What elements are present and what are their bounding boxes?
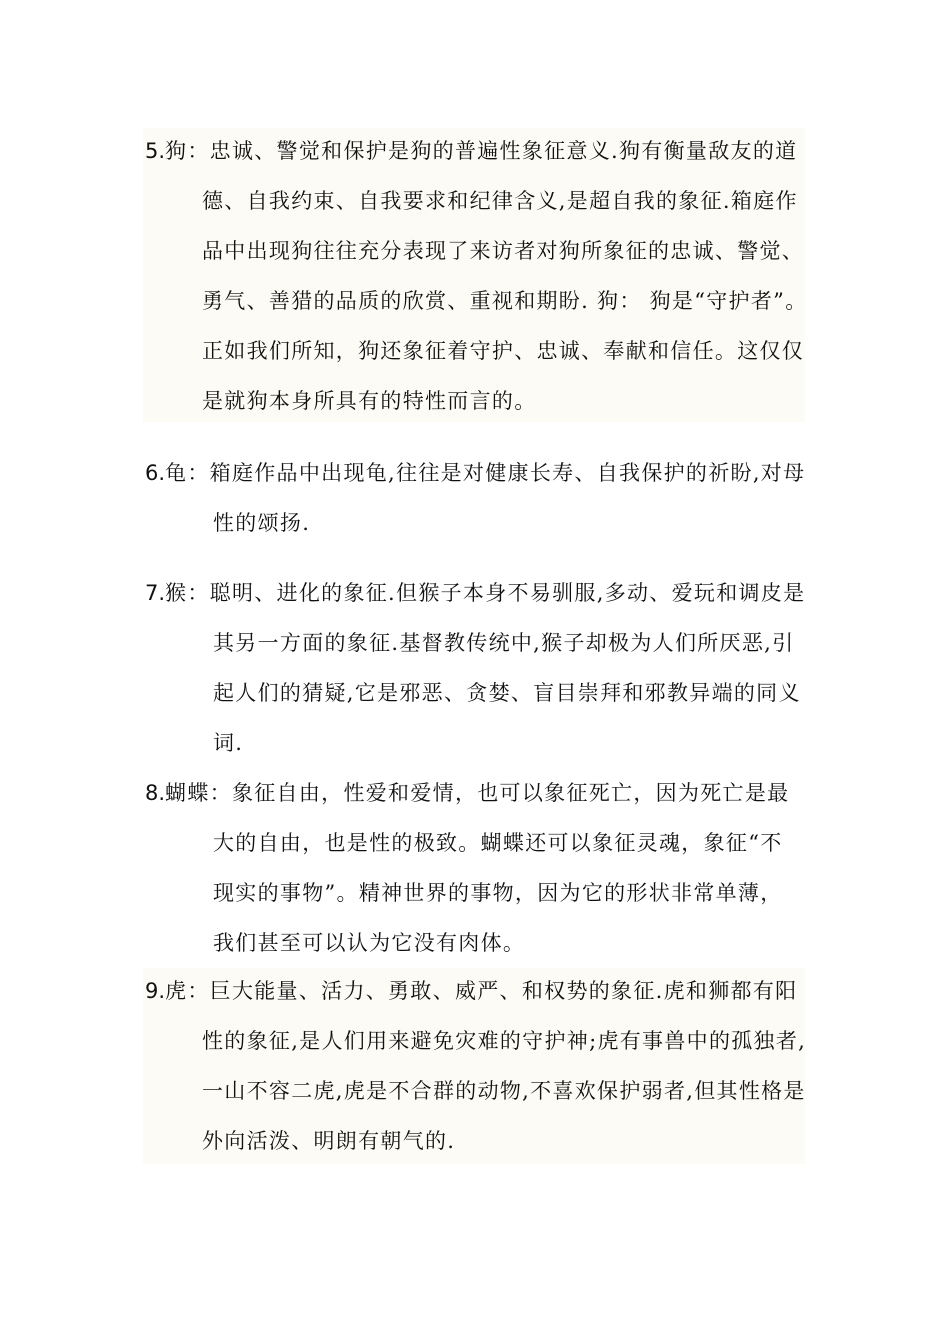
entry-5-line-2: 德、自我约束、自我要求和纪律含义,是超自我的象征.箱庭作 [202, 189, 798, 213]
entry-9-line-3: 一山不容二虎,虎是不合群的动物,不喜欢保护弱者,但其性格是 [202, 1079, 806, 1103]
entry-8-line-4: 我们甚至可以认为它没有肉体。 [213, 931, 526, 955]
entry-5-line-5: 正如我们所知，狗还象征着守护、忠诚、奉献和信任。这仅仅 [202, 339, 805, 363]
entry-5-line-3: 品中出现狗往往充分表现了来访者对狗所象征的忠诚、警觉、 [202, 239, 805, 263]
entry-8-line-3: 现实的事物”。精神世界的事物，因为它的形状非常单薄， [213, 881, 783, 905]
entry-8-line-2: 大的自由，也是性的极致。蝴蝶还可以象征灵魂，象征“不 [213, 831, 783, 855]
entry-7-line-4: 词. [213, 731, 244, 755]
entry-9-number: 9. [145, 979, 166, 1003]
entry-5-line-6: 是就狗本身所具有的特性而言的。 [202, 389, 537, 413]
entry-5-line-1 [145, 136, 797, 166]
entry-6-line-1 [145, 458, 805, 488]
entry-7-line-1 [145, 578, 805, 608]
entry-8-text-1: 蝴蝶：象征自由，性爱和爱情，也可以象征死亡，因为死亡是最 [165, 781, 790, 805]
entry-7-text-1: 猴：聪明、进化的象征.但猴子本身不易驯服,多动、爱玩和调皮是 [165, 581, 806, 605]
entry-6-text-1: 龟：箱庭作品中出现龟,往往是对健康长寿、自我保护的祈盼,对母 [165, 461, 806, 485]
entry-5-number: 5. [145, 139, 166, 163]
entry-8-line-1 [145, 778, 789, 808]
entry-8-number: 8. [145, 781, 166, 805]
entry-7-line-2: 其另一方面的象征.基督教传统中,猴子却极为人们所厌恶,引 [213, 631, 795, 655]
entry-9-line-1 [145, 976, 797, 1006]
entry-5-line-4: 勇气、善猎的品质的欣赏、重视和期盼. 狗： 狗是“守护者”。 [202, 289, 808, 313]
entry-6-line-2: 性的颂扬. [213, 511, 311, 535]
entry-7-line-3: 起人们的猜疑,它是邪恶、贪婪、盲目崇拜和邪教异端的同义 [213, 681, 801, 705]
entry-7-number: 7. [145, 581, 166, 605]
entry-9-line-4: 外向活泼、明朗有朝气的. [202, 1129, 456, 1153]
entry-9-line-2: 性的象征,是人们用来避免灾难的守护神;虎有事兽中的孤独者, [202, 1029, 807, 1053]
entry-9-text-1: 虎：巨大能量、活力、勇敢、威严、和权势的象征.虎和狮都有阳 [165, 979, 798, 1003]
entry-5-text-1: 狗：忠诚、警觉和保护是狗的普遍性象征意义.狗有衡量敌友的道 [165, 139, 798, 163]
entry-5-block [143, 128, 805, 422]
entry-6-number: 6. [145, 461, 166, 485]
